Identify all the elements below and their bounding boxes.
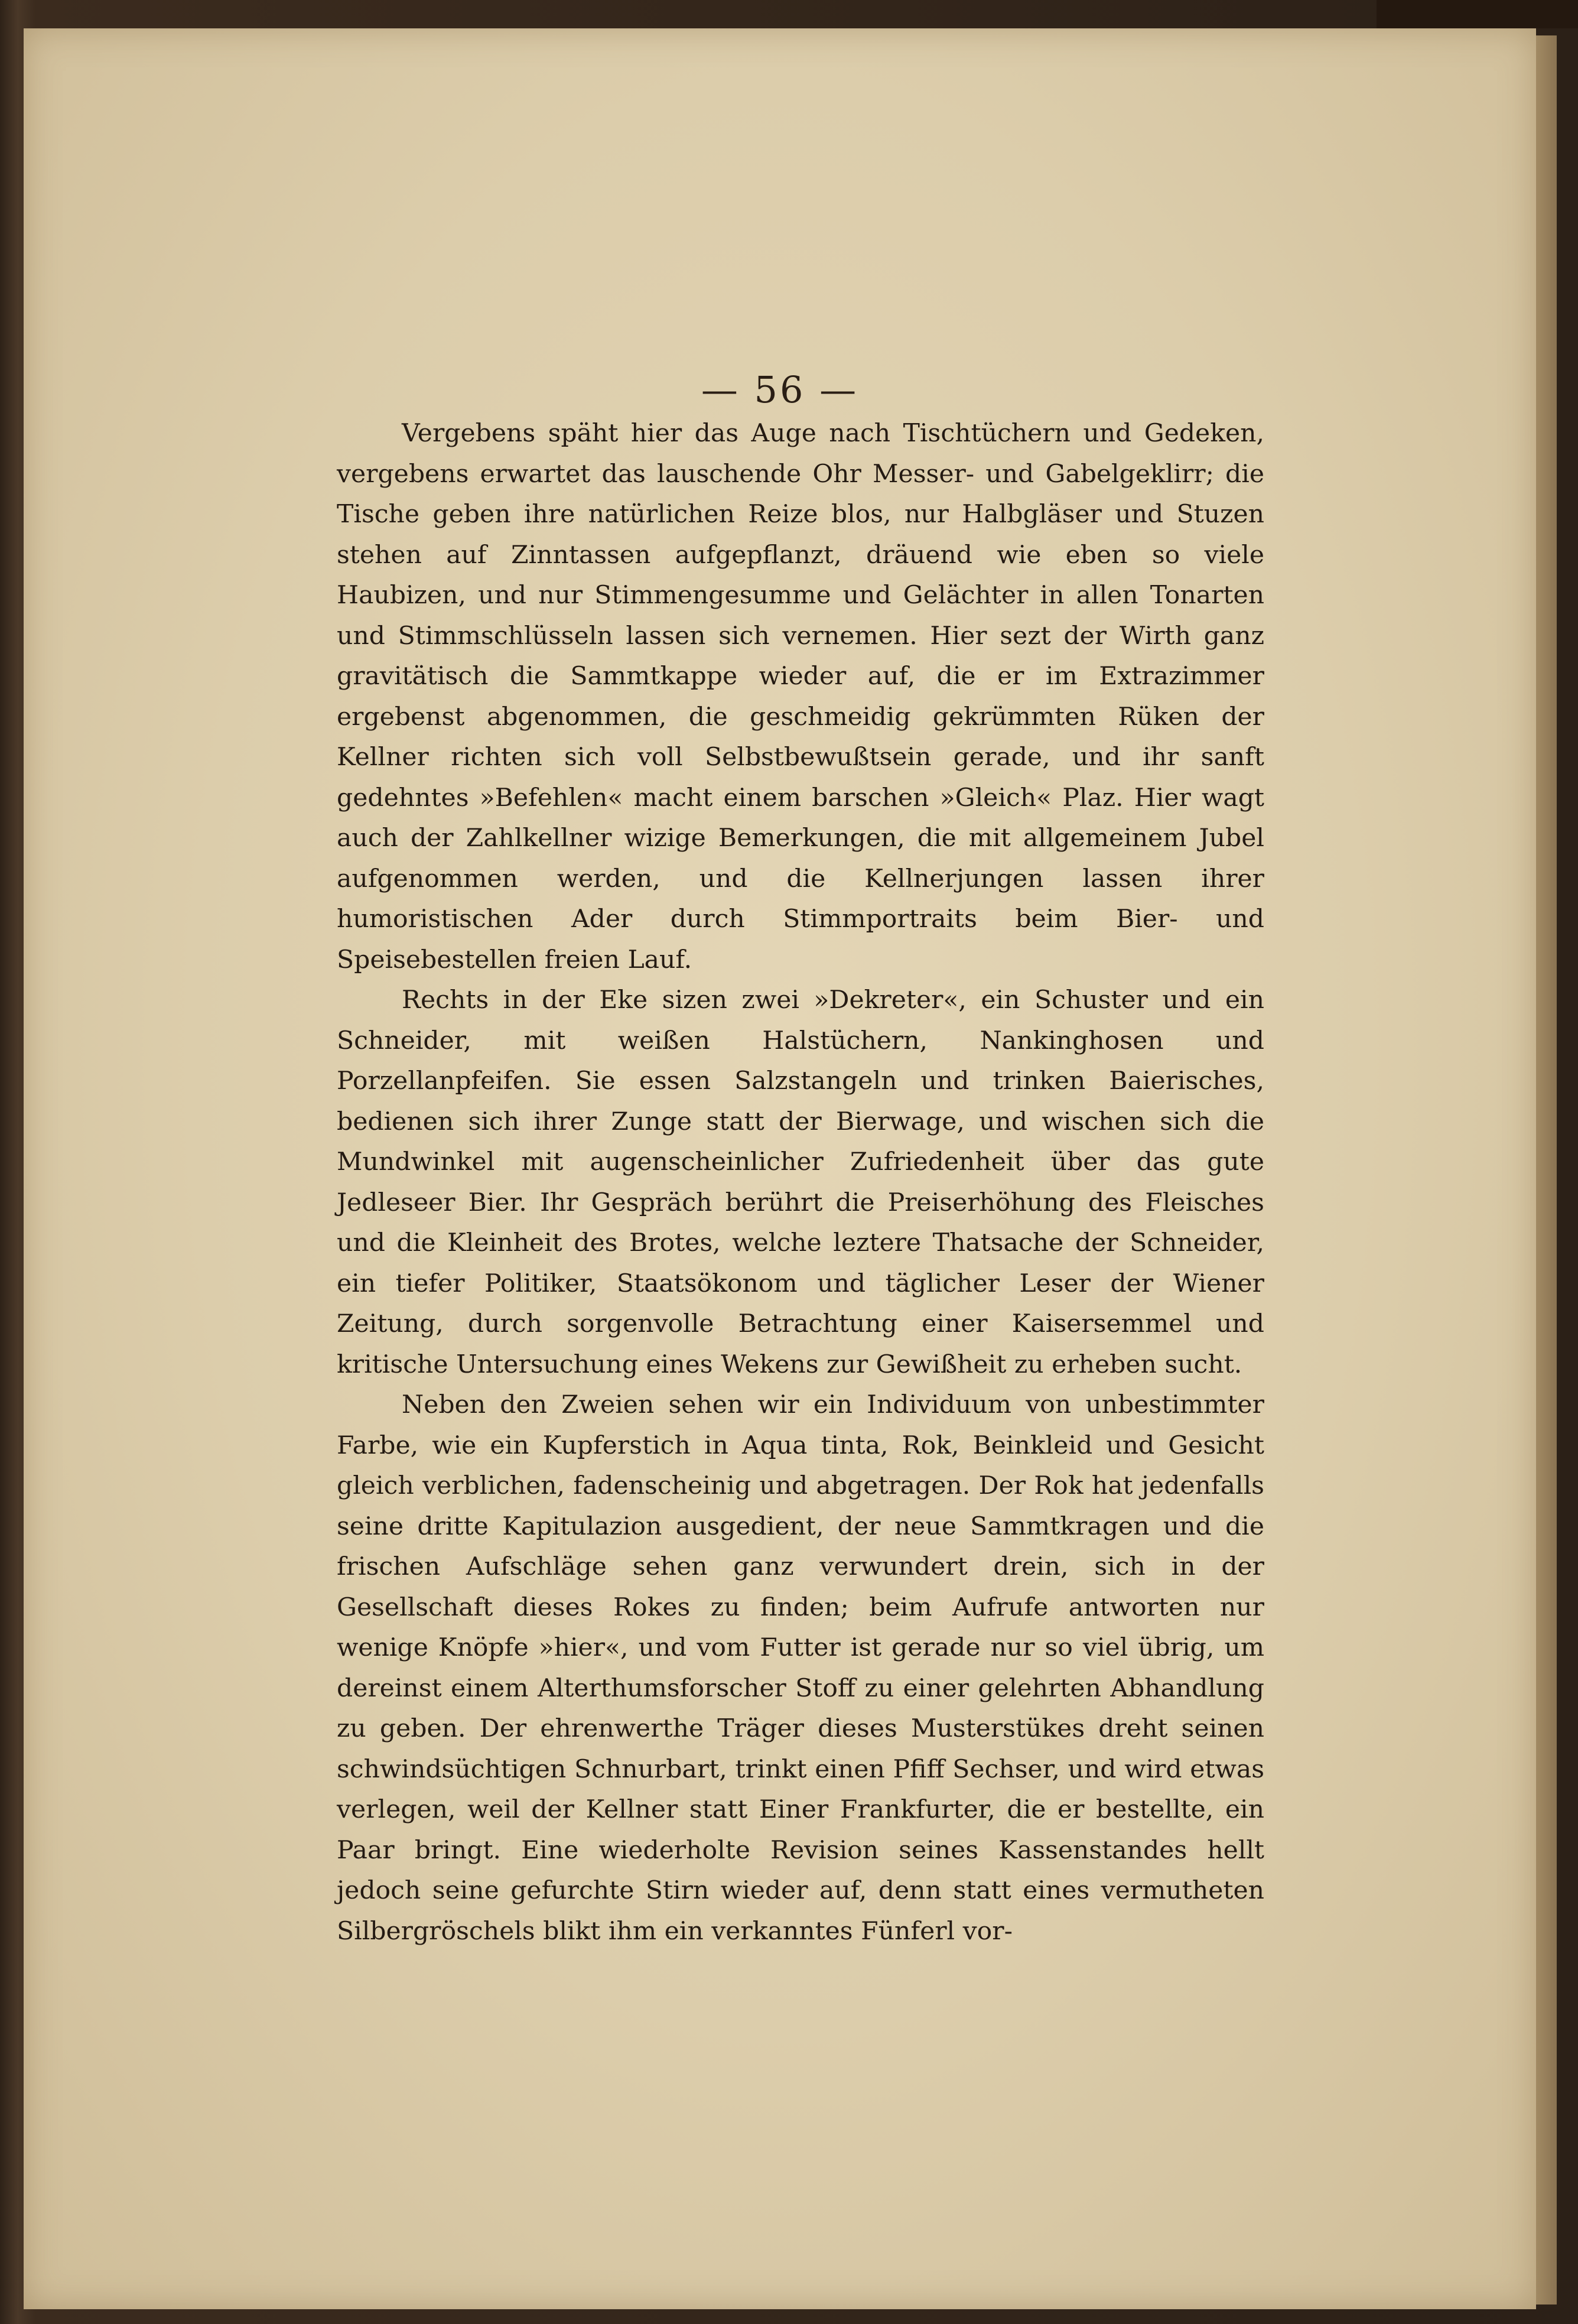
body-text bbox=[337, 414, 1264, 1952]
paragraph-3: Neben den Zweien sehen wir ein Individuum von unbestimmter Farbe, wie ein Kupferstich in Aqua tinta, Rok, Beinkleid und Gesicht gleich verblichen, fadenscheinig und abgetragen. Der Rok hat jedenfalls seine dritte Kapitulazion ausgedient, der neue Sammtkragen und die frischen Aufschläge sehen ganz verwundert drein, sich in der Gesellschaft dieses Rokes zu finden; beim Aufrufe antworten nur wenige Knöpfe »hier«, und vom Futter ist gerade nur so viel übrig, um dereinst einem Alterthumsforscher Stoff zu einer gelehrten Abhandlung zu geben. Der ehrenwerthe Träger dieses Musterstükes dreht seinen schwindsüchtigen Schnurbart, trinkt einen Pfiff Sechser, und wird etwas verlegen, weil der Kellner statt Einer Frankfurter, die er bestellte, ein Paar bringt. Eine wiederholte Revision seines Kassenstandes hellt jedoch seine gefurchte Stirn wieder auf, denn statt eines vermutheten Silbergröschels blikt ihm ein verkanntes Fünferl vor- bbox=[337, 1390, 1264, 1946]
paragraph-1: Vergebens späht hier das Auge nach Tischtüchern und Gedeken, vergebens erwartet das lauschende Ohr Messer- und Gabelgeklirr; die Tische geben ihre natürlichen Reize blos, nur Halbgläser und Stuzen stehen auf Zinntassen aufgepflanzt, dräuend wie eben so viele Haubizen, und nur Stimmengesumme und Gelächter in allen Tonarten und Stimmschlüsseln lassen sich vernemen. Hier sezt der Wirth ganz gravitätisch die Sammtkappe wieder auf, die er im Extrazimmer ergebenst abgenommen, die geschmeidig gekrümmten Rüken der Kellner richten sich voll Selbstbewußtsein gerade, und ihr sanft gedehntes »Befehlen« macht einem barschen »Gleich« Plaz. Hier wagt auch der Zahlkellner wizige Bemerkungen, die mit allgemeinem Jubel aufgenommen werden, und die Kellnerjungen lassen ihrer humoristischen Ader durch Stimmportraits beim Bier- und Speisebestellen freien Lauf. bbox=[337, 419, 1264, 974]
paragraph-2: Rechts in der Eke sizen zwei »Dekreter«, ein Schuster und ein Schneider, mit weißen Halstüchern, Nankinghosen und Porzellanpfeifen. Sie essen Salzstangeln und trinken Baierisches, bedienen sich ihrer Zunge statt der Bierwage, und wischen sich die Mundwinkel mit augenscheinlicher Zufriedenheit über das gute Jedleseer Bier. Ihr Gespräch berührt die Preiserhöhung des Fleisches und die Kleinheit des Brotes, welche leztere Thatsache der Schneider, ein tiefer Politiker, Staatsökonom und täglicher Leser der Wiener Zeitung, durch sorgenvolle Betrachtung einer Kaisersemmel und kritische Untersuchung eines Wekens zur Gewißheit zu erheben sucht. bbox=[337, 986, 1264, 1379]
binding-shadow bbox=[1377, 0, 1578, 28]
page-number: — 56 — bbox=[701, 368, 859, 411]
